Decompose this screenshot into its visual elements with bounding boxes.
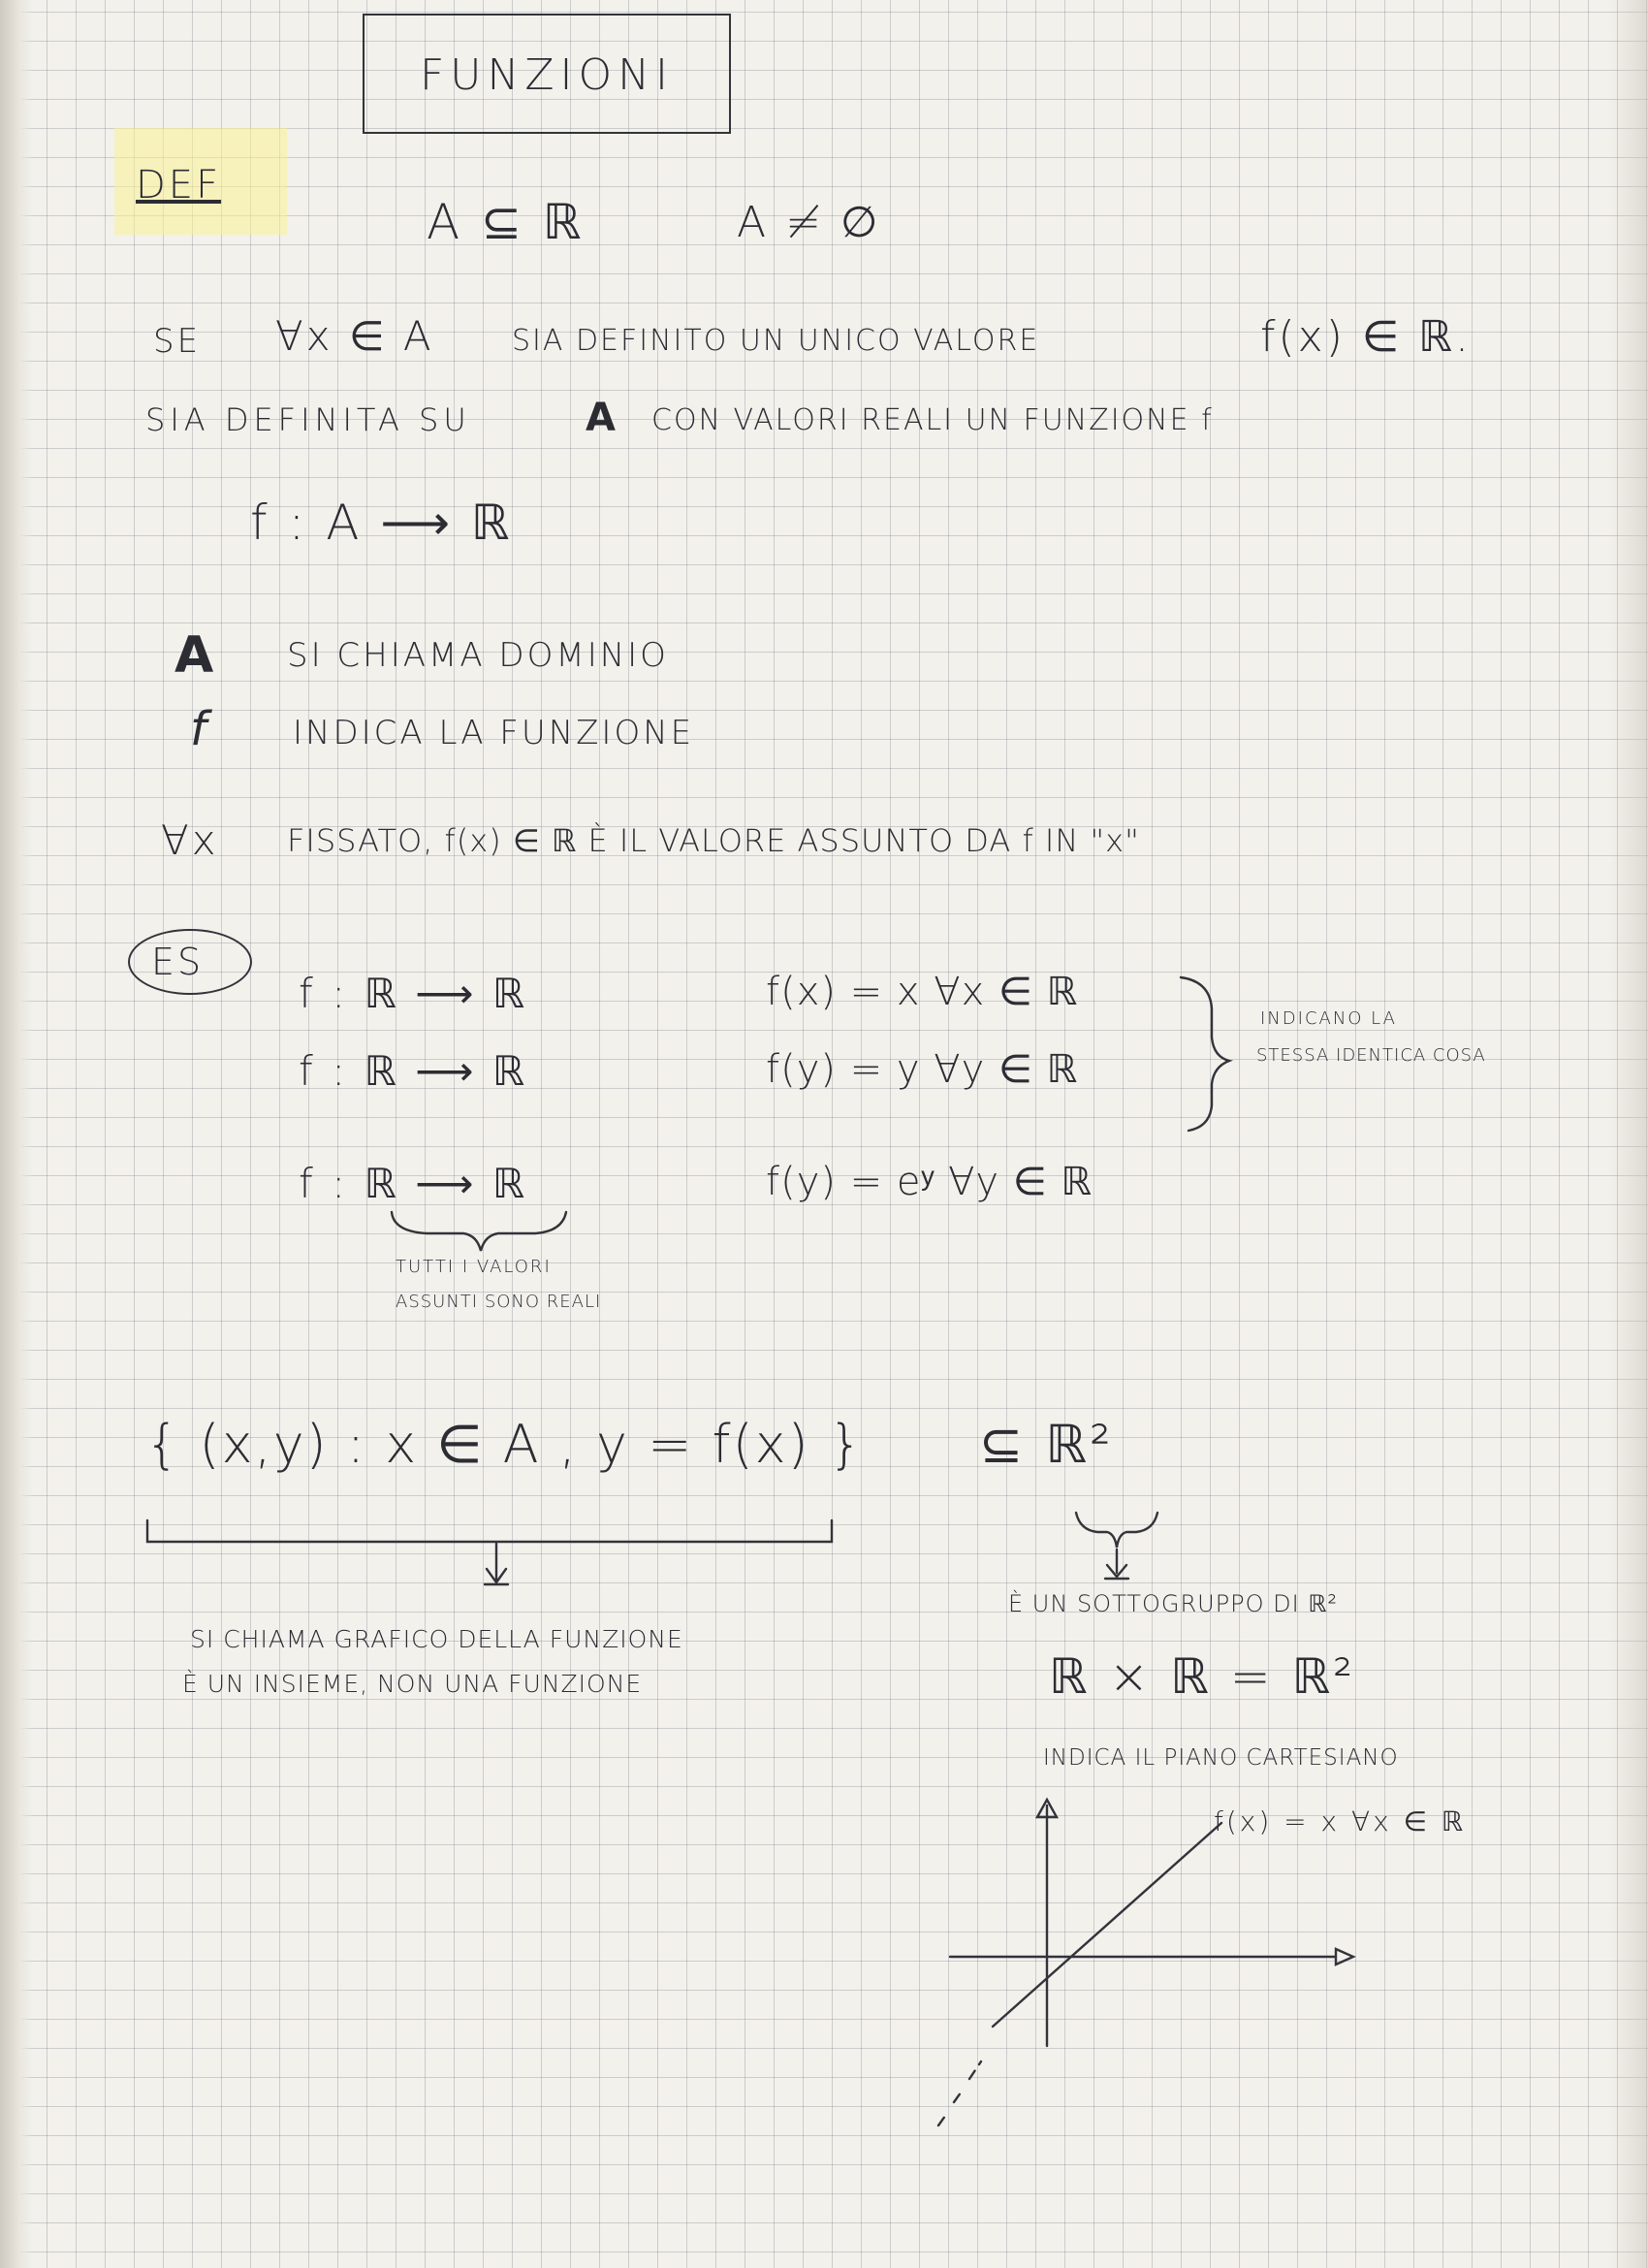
down-arrow-left <box>485 1544 508 1584</box>
def-line1-lead: SE <box>153 322 202 361</box>
x-axis-arrow <box>1336 1949 1353 1965</box>
graph-subset-of: ⊆ ℝ² <box>979 1414 1114 1475</box>
plot-label: f(x) = x ∀x ∈ ℝ <box>1214 1805 1467 1837</box>
value-line-quantifier: ∀x <box>161 816 219 864</box>
def-line2-text-b: CON VALORI REALI UN FUNZIONE f <box>651 403 1214 437</box>
set-condition-nonempty: A ≠ ∅ <box>737 198 881 247</box>
subgroup-note: È UN SOTTOGRUPPO DI ℝ² <box>1008 1590 1338 1617</box>
set-condition-subset: A ⊆ ℝ <box>427 194 585 250</box>
example-mapping: f : ℝ ⟶ ℝ <box>299 1160 528 1207</box>
graph-set-expression: { (x,y) : x ∈ A , y = f(x) } <box>145 1414 865 1475</box>
def-line1-text: SIA DEFINITO UN UNICO VALORE <box>512 324 1040 358</box>
function-mapping: f : A ⟶ ℝ <box>250 495 513 551</box>
curly-brace-right <box>1181 977 1229 1131</box>
codomain-note-line2: ASSUNTI SONO REALI <box>396 1292 602 1312</box>
example-formula: f(x) = x ∀x ∈ ℝ <box>766 970 1079 1014</box>
identity-line <box>993 1823 1221 2027</box>
value-line: FISSATO, f(x) ∈ ℝ È IL VALORE ASSUNTO DA f IN "x" <box>287 822 1140 859</box>
brace-r2 <box>1076 1513 1157 1548</box>
def-line1-quantifier: ∀x ∈ A <box>275 312 434 360</box>
down-arrow-right <box>1105 1549 1128 1579</box>
example-mapping: f : ℝ ⟶ ℝ <box>299 970 528 1017</box>
example-mapping: f : ℝ ⟶ ℝ <box>299 1047 528 1095</box>
graph-set-bracket <box>147 1520 832 1542</box>
cartesian-product: ℝ × ℝ = ℝ² <box>1049 1648 1356 1705</box>
example-formula: f(y) = eʸ ∀y ∈ ℝ <box>766 1160 1093 1204</box>
domain-symbol: A <box>174 626 217 685</box>
domain-note: SI CHIAMA DOMINIO <box>287 636 669 675</box>
function-symbol: f <box>190 702 209 756</box>
def-line2-set: A <box>586 396 618 440</box>
function-note: INDICA LA FUNZIONE <box>293 714 695 752</box>
identity-line-dashed <box>938 2061 981 2125</box>
same-note-line2: STESSA IDENTICA COSA <box>1256 1045 1486 1066</box>
graph-note-line2: È UN INSIEME, NON UNA FUNZIONE <box>182 1670 643 1698</box>
page-title: FUNZIONI <box>419 50 675 100</box>
same-note-line1: INDICANO LA <box>1260 1008 1397 1029</box>
def-label: DEF <box>136 163 222 208</box>
es-label: ES <box>151 941 205 983</box>
example-formula: f(y) = y ∀y ∈ ℝ <box>766 1047 1079 1092</box>
plane-note: INDICA IL PIANO CARTESIANO <box>1043 1745 1399 1771</box>
def-line1-value: f(x) ∈ ℝ. <box>1260 312 1472 362</box>
graph-note-line1: SI CHIAMA GRAFICO DELLA FUNZIONE <box>190 1625 683 1653</box>
underbrace-codomain <box>392 1212 566 1251</box>
def-line2-text: SIA DEFINITA SU <box>145 401 471 438</box>
codomain-note-line1: TUTTI I VALORI <box>396 1257 552 1277</box>
